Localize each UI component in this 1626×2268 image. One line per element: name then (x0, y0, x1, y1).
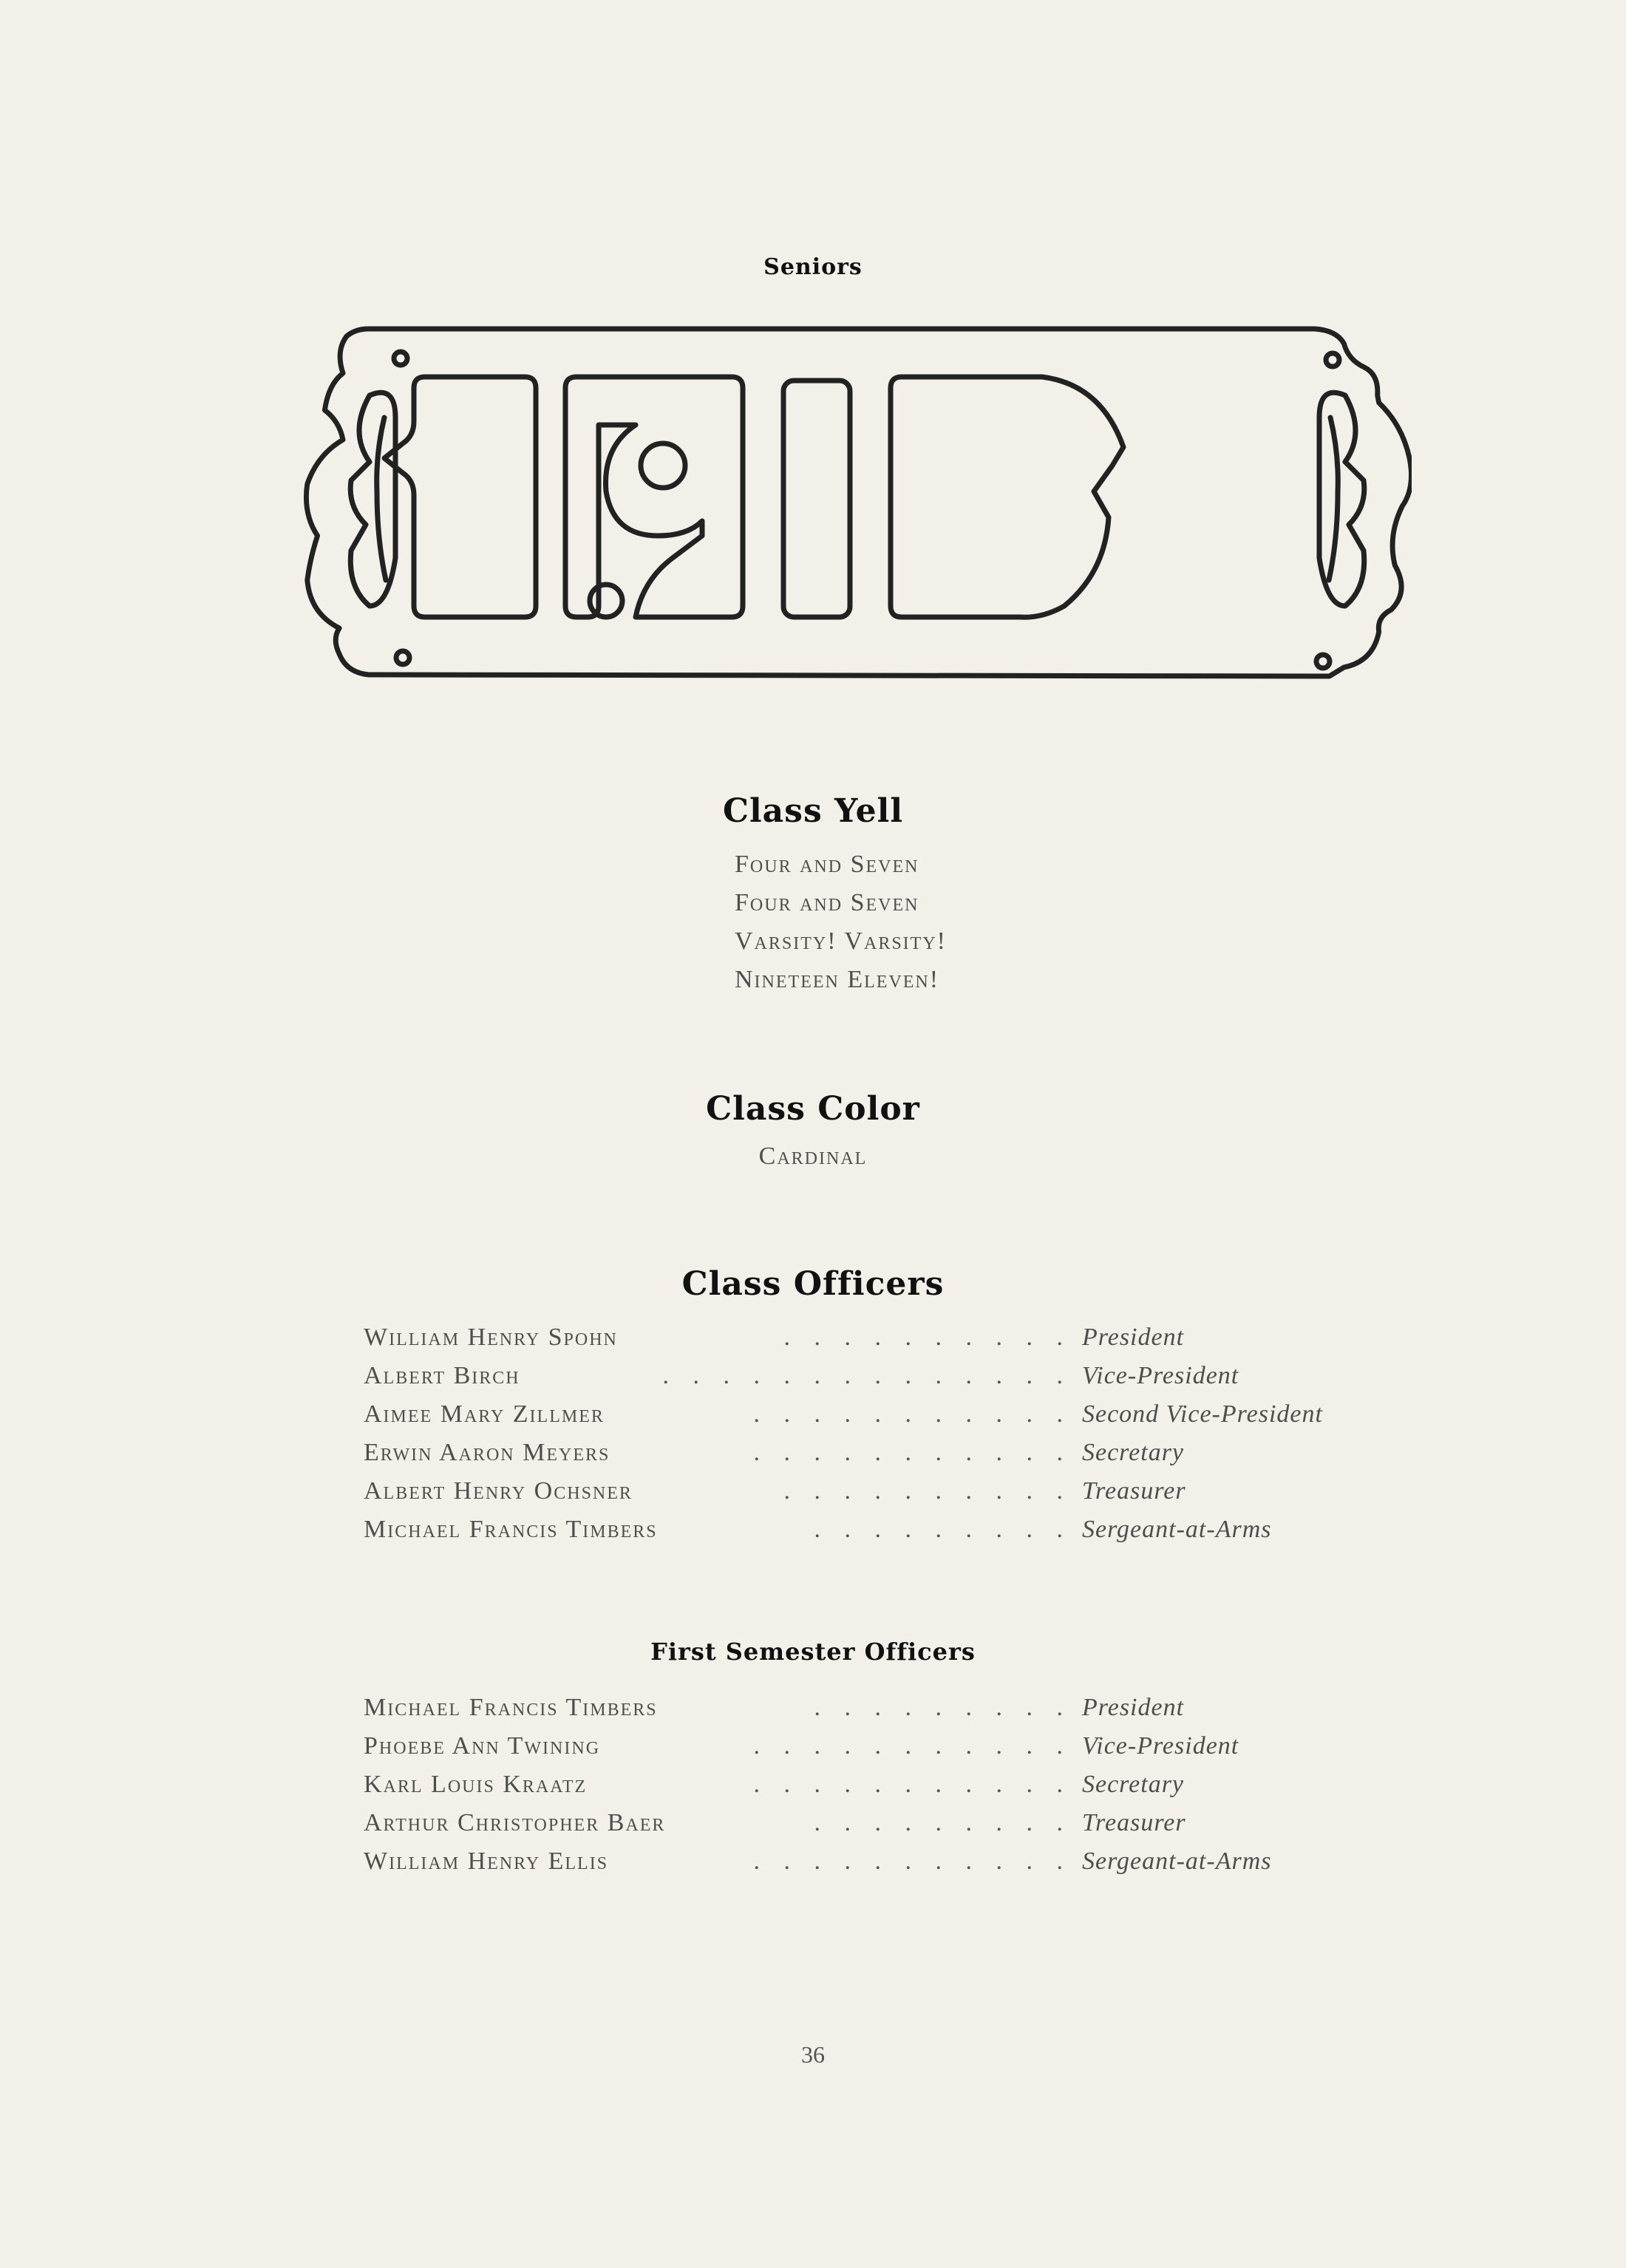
leader-dots: . . . . . . . . . (814, 1694, 1072, 1721)
officer-row (364, 1511, 1413, 1549)
officer-name: William Henry Spohn (364, 1324, 618, 1351)
officer-title: Vice-President (1082, 1362, 1239, 1389)
officer-name: Albert Birch (364, 1362, 520, 1389)
leader-dots: . . . . . . . . . (814, 1809, 1072, 1836)
officer-name: Albert Henry Ochsner (364, 1477, 633, 1505)
yell-line: Four and Seven (735, 851, 919, 878)
leader-dots: . . . . . . . . . . . (753, 1771, 1072, 1798)
officer-name: Aimee Mary Zillmer (364, 1400, 605, 1428)
page-number: 36 (801, 2041, 825, 2068)
class-color-value: Cardinal (758, 1142, 868, 1170)
leader-dots: . . . . . . . . . . (783, 1477, 1072, 1505)
officer-title: Secretary (1082, 1771, 1185, 1798)
officer-title: President (1082, 1694, 1185, 1721)
leader-dots: . . . . . . . . . . . (753, 1439, 1072, 1466)
officer-row (364, 1804, 1413, 1842)
officer-name: Phoebe Ann Twining (364, 1732, 601, 1760)
officer-title: Sergeant-at-Arms (1082, 1848, 1272, 1875)
officer-row (364, 1765, 1413, 1804)
officer-row (364, 1727, 1413, 1765)
leader-dots: . . . . . . . . . . . (753, 1848, 1072, 1875)
officer-name: Erwin Aaron Meyers (364, 1439, 610, 1466)
officer-row (364, 1357, 1413, 1395)
leader-dots: . . . . . . . . . . . . . . (662, 1362, 1072, 1389)
officer-name: Arthur Christopher Baer (364, 1809, 666, 1836)
yell-line: Varsity! Varsity! (735, 927, 947, 955)
officer-name: Michael Francis Timbers (364, 1694, 658, 1721)
officer-title: Second Vice-President (1082, 1400, 1323, 1428)
leader-dots: . . . . . . . . . (814, 1516, 1072, 1543)
officer-row (364, 1434, 1413, 1472)
class-officers-heading: Class Officers (681, 1265, 945, 1303)
officer-row (364, 1318, 1413, 1357)
officer-title: President (1082, 1324, 1185, 1351)
class-yell-lines (735, 845, 947, 999)
leader-dots: . . . . . . . . . . . (753, 1732, 1072, 1760)
officer-name: Karl Louis Kraatz (364, 1771, 588, 1798)
officer-title: Sergeant-at-Arms (1082, 1516, 1272, 1543)
officer-row (364, 1842, 1413, 1881)
class-year-emblem (303, 314, 1412, 706)
class-color-heading: Class Color (706, 1090, 920, 1128)
officer-title: Secretary (1082, 1439, 1185, 1466)
officer-row (364, 1472, 1413, 1511)
officer-title: Treasurer (1082, 1477, 1186, 1505)
class-yell-heading: Class Yell (722, 792, 904, 830)
class-officers-list (364, 1318, 1413, 1549)
officer-name: Michael Francis Timbers (364, 1516, 658, 1543)
officer-row (364, 1689, 1413, 1727)
officer-title: Treasurer (1082, 1809, 1186, 1836)
officer-title: Vice-President (1082, 1732, 1239, 1760)
officer-row (364, 1395, 1413, 1434)
leader-dots: . . . . . . . . . . . (753, 1400, 1072, 1428)
first-semester-officers-heading: First Semester Officers (650, 1638, 976, 1666)
officer-name: William Henry Ellis (364, 1848, 609, 1875)
leader-dots: . . . . . . . . . . (783, 1324, 1072, 1351)
yell-line: Nineteen Eleven! (735, 966, 940, 993)
yell-line: Four and Seven (735, 889, 919, 916)
section-label: Seniors (763, 254, 863, 280)
first-semester-officers-list (364, 1689, 1413, 1881)
